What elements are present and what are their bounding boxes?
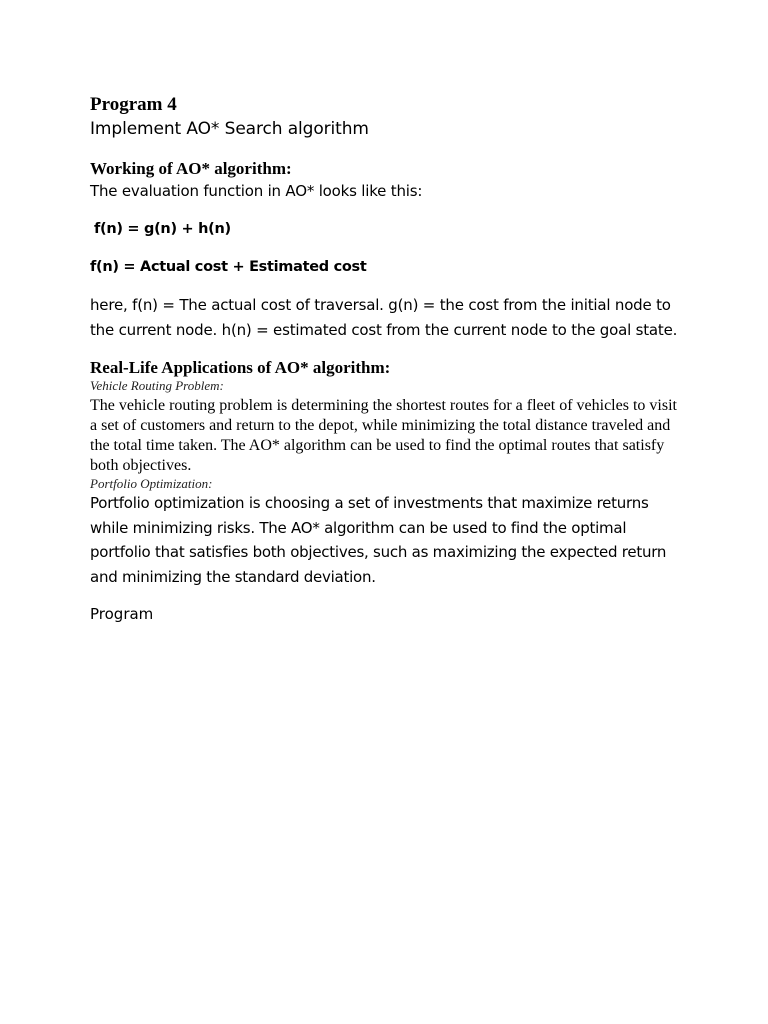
formula-actual-plus-estimated: f(n) = Actual cost + Estimated cost: [90, 259, 367, 275]
vehicle-routing-text: The vehicle routing problem is determining the shortest routes for a fleet of vehicles to visit a set of customers and return to the depot, while minimizing the total distance traveled and the total time taken. The AO* algorithm can be used to find the optimal routes that satisfy both objectives.: [90, 397, 677, 474]
working-heading: Working of AO* algorithm:: [90, 159, 292, 178]
formula-f-equals-g-plus-h: f(n) = g(n) + h(n): [94, 221, 231, 237]
vehicle-routing-label: Vehicle Routing Problem:: [90, 378, 224, 393]
portfolio-optimization-label: Portfolio Optimization:: [90, 476, 213, 491]
portfolio-optimization-text: Portfolio optimization is choosing a set of investments that maximize returns while minimizing risks. The AO* algorithm can be used to find the optimal portfolio that satisfies both objectives, such as maximizing the expected return and minimizing the standard deviation.: [90, 494, 667, 586]
program-title: Program 4: [90, 94, 177, 115]
program-subtitle: Implement AO* Search algorithm: [90, 119, 369, 139]
working-intro-text: The evaluation function in AO* looks like this:: [90, 182, 423, 200]
program-label: Program: [90, 605, 154, 623]
applications-heading: Real-Life Applications of AO* algorithm:: [90, 358, 391, 377]
formula-explanation: here, f(n) = The actual cost of traversal. g(n) = the cost from the initial node to the current node. h(n) = estimated cost from the current node to the goal state.: [90, 296, 678, 339]
